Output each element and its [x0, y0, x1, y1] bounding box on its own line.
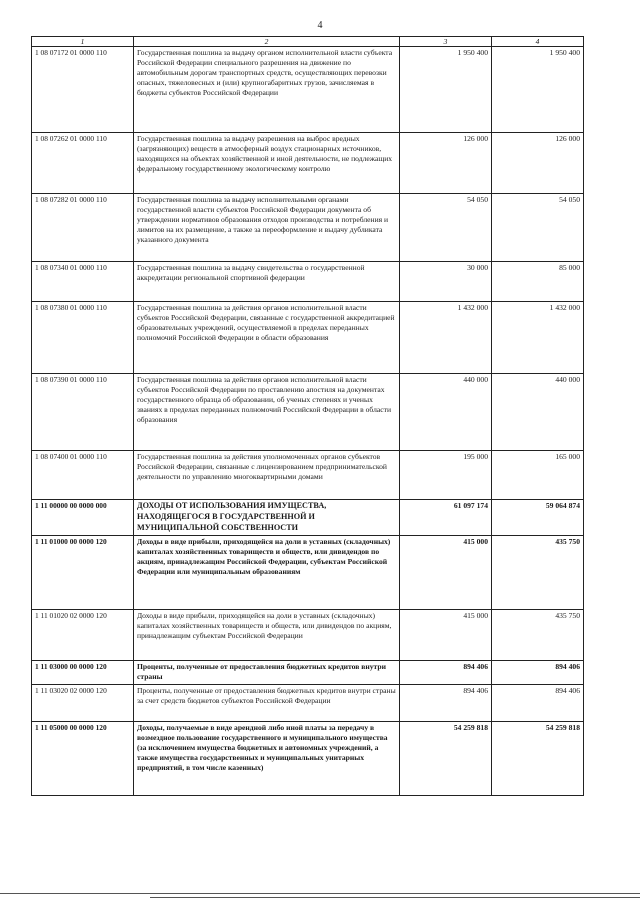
row-amount-2: 85 000: [492, 262, 584, 302]
table-row: [32, 374, 584, 451]
row-code: 1 08 07282 01 0000 110: [32, 194, 134, 262]
row-code: 1 08 07262 01 0000 110: [32, 133, 134, 194]
row-amount-1: 126 000: [400, 133, 492, 194]
row-amount-2: 894 406: [492, 685, 584, 722]
row-amount-1: 195 000: [400, 451, 492, 500]
row-amount-2: 894 406: [492, 661, 584, 685]
scan-edge-line: [0, 893, 640, 894]
row-amount-1: 894 406: [400, 685, 492, 722]
table-row: [32, 133, 584, 194]
table-row: [32, 47, 584, 133]
table-row: [32, 536, 584, 610]
row-description: Государственная пошлина за выдачу свидетельства о государственной аккредитации региональной спортивной федерации: [134, 262, 400, 302]
row-amount-1: 440 000: [400, 374, 492, 451]
column-header-amount-2: 4: [492, 37, 584, 47]
row-code: 1 08 07390 01 0000 110: [32, 374, 134, 451]
row-amount-2: 54 050: [492, 194, 584, 262]
row-description: Доходы, получаемые в виде арендной либо иной платы за передачу в возмездное пользование государственного и муниципального имущества (за исключением имущества бюджетных и автономных учреждений, а также имущества государственных и муниципальных унитарных предприятий, в том числе казенных): [134, 722, 400, 796]
row-description: Государственная пошлина за выдачу органом исполнительной власти субъекта Российской Федерации специального разрешения на движение по автомобильным дорогам транспортных средств, осуществляющих перевозки опасных, тяжеловесных и (или) крупногабаритных грузов, зачисляемая в бюджеты субъектов Российской Федерации: [134, 47, 400, 133]
row-description: Государственная пошлина за действия уполномоченных органов субъектов Российской Федерации, связанные с лицензированием предпринимательской деятельности по управлению многоквартирными домами: [134, 451, 400, 500]
row-code: 1 11 01000 00 0000 120: [32, 536, 134, 610]
row-amount-1: 415 000: [400, 536, 492, 610]
row-amount-2: 126 000: [492, 133, 584, 194]
row-code: 1 08 07400 01 0000 110: [32, 451, 134, 500]
row-code: 1 08 07172 01 0000 110: [32, 47, 134, 133]
row-amount-1: 54 259 818: [400, 722, 492, 796]
row-amount-1: 415 000: [400, 610, 492, 661]
row-amount-2: 1 432 000: [492, 302, 584, 374]
row-amount-1: 30 000: [400, 262, 492, 302]
budget-revenue-table: [31, 36, 584, 796]
row-code: 1 11 05000 00 0000 120: [32, 722, 134, 796]
row-description: Государственная пошлина за выдачу разрешения на выброс вредных (загрязняющих) веществ в атмосферный воздух стационарных источников, находящихся на объектах хозяйственной и иной деятельности, не подлежащих федеральному государственному экологическому контролю: [134, 133, 400, 194]
table-row: [32, 722, 584, 796]
row-amount-1: 1 432 000: [400, 302, 492, 374]
row-amount-2: 1 950 400: [492, 47, 584, 133]
row-amount-2: 435 750: [492, 610, 584, 661]
row-code: 1 08 07380 01 0000 110: [32, 302, 134, 374]
table-row: [32, 661, 584, 685]
table-row: [32, 302, 584, 374]
row-amount-2: 165 000: [492, 451, 584, 500]
row-code: 1 11 01020 02 0000 120: [32, 610, 134, 661]
table-row: [32, 194, 584, 262]
row-amount-2: 440 000: [492, 374, 584, 451]
row-description: Доходы в виде прибыли, приходящейся на доли в уставных (складочных) капиталах хозяйственных товариществ и обществ, или дивидендов по акциям, принадлежащим Российской Федерации, субъектам Российской Федерации или муниципальным образованиям: [134, 536, 400, 610]
row-description: Государственная пошлина за действия органов исполнительной власти субъектов Российской Федерации по проставлению апостиля на документах государственного образца об образовании, об ученых степенях и ученых званиях в пределах переданных полномочий Российской Федерации в области образования: [134, 374, 400, 451]
column-header-description: 2: [134, 37, 400, 47]
row-amount-1: 54 050: [400, 194, 492, 262]
row-description: Доходы в виде прибыли, приходящейся на доли в уставных (складочных) капиталах хозяйственных товариществ и обществ, или дивидендов по акциям, принадлежащим субъектам Российской Федерации: [134, 610, 400, 661]
row-amount-2: 435 750: [492, 536, 584, 610]
row-amount-1: 894 406: [400, 661, 492, 685]
table-row: [32, 500, 584, 536]
column-header-amount-1: 3: [400, 37, 492, 47]
row-description: Проценты, полученные от предоставления бюджетных кредитов внутри страны за счет средств бюджетов субъектов Российской Федерации: [134, 685, 400, 722]
row-description: Проценты, полученные от предоставления бюджетных кредитов внутри страны: [134, 661, 400, 685]
row-amount-1: 61 097 174: [400, 500, 492, 536]
table-header-row: [32, 37, 584, 47]
row-description: ДОХОДЫ ОТ ИСПОЛЬЗОВАНИЯ ИМУЩЕСТВА, НАХОДЯЩЕГОСЯ В ГОСУДАРСТВЕННОЙ И МУНИЦИПАЛЬНОЙ СОБСТВЕННОСТИ: [134, 500, 400, 536]
table-row: [32, 451, 584, 500]
row-code: 1 08 07340 01 0000 110: [32, 262, 134, 302]
table-row: [32, 685, 584, 722]
row-code: 1 11 03020 02 0000 120: [32, 685, 134, 722]
scan-edge-line: [150, 897, 640, 898]
column-header-code: 1: [32, 37, 134, 47]
row-amount-2: 59 064 874: [492, 500, 584, 536]
row-description: Государственная пошлина за выдачу исполнительными органами государственной власти субъектов Российской Федерации документа об утверждении нормативов образования отходов производства и потребления и лимитов на их размещение, а также за переоформление и выдачу дубликата указанного документа: [134, 194, 400, 262]
row-amount-1: 1 950 400: [400, 47, 492, 133]
table-row: [32, 610, 584, 661]
row-code: 1 11 00000 00 0000 000: [32, 500, 134, 536]
row-description: Государственная пошлина за действия органов исполнительной власти субъектов Российской Федерации, связанные с государственной аккредитацией образовательных учреждений, осуществляемой в пределах переданных полномочий Российской Федерации в области образования: [134, 302, 400, 374]
table-row: [32, 262, 584, 302]
row-amount-2: 54 259 818: [492, 722, 584, 796]
page-number: 4: [317, 20, 323, 31]
row-code: 1 11 03000 00 0000 120: [32, 661, 134, 685]
